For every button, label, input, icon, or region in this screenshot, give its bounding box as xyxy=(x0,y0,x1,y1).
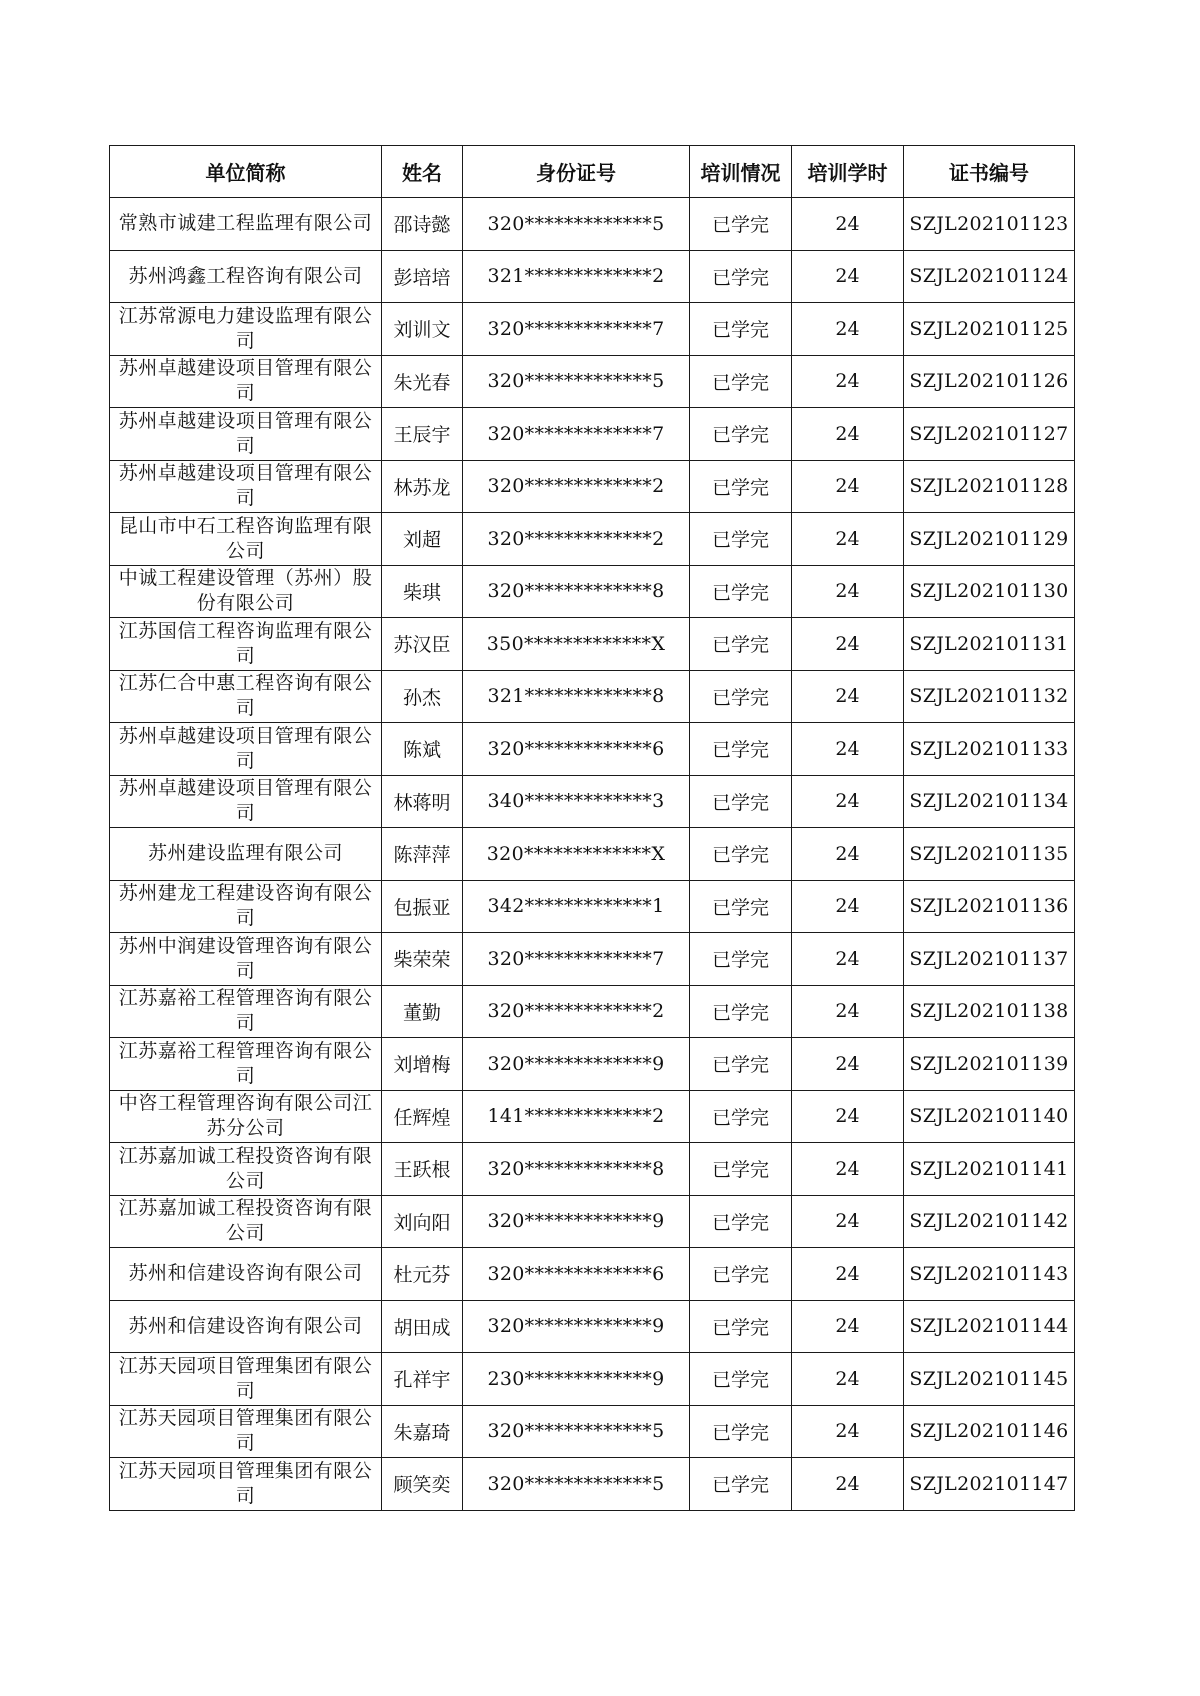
table-row xyxy=(110,670,1075,723)
cell-training-hours: 24 xyxy=(792,303,904,356)
cell-certificate-number: SZJL202101143 xyxy=(904,1248,1075,1301)
cell-name: 林苏龙 xyxy=(382,460,463,513)
table-row xyxy=(110,828,1075,881)
cell-training-status: 已学完 xyxy=(690,1143,792,1196)
cell-training-hours: 24 xyxy=(792,1405,904,1458)
cell-certificate-number: SZJL202101140 xyxy=(904,1090,1075,1143)
table-row xyxy=(110,1353,1075,1406)
cell-unit: 江苏嘉裕工程管理咨询有限公司 xyxy=(110,985,382,1038)
cell-name: 刘超 xyxy=(382,513,463,566)
cell-certificate-number: SZJL202101145 xyxy=(904,1353,1075,1406)
cell-training-hours: 24 xyxy=(792,1143,904,1196)
cell-unit: 苏州卓越建设项目管理有限公司 xyxy=(110,408,382,461)
cell-unit: 苏州建龙工程建设咨询有限公司 xyxy=(110,880,382,933)
cell-id-number: 320*************5 xyxy=(463,1405,690,1458)
cell-training-hours: 24 xyxy=(792,1300,904,1353)
cell-id-number: 320*************7 xyxy=(463,408,690,461)
cell-training-status: 已学完 xyxy=(690,1458,792,1511)
cell-training-status: 已学完 xyxy=(690,1248,792,1301)
cell-id-number: 320*************X xyxy=(463,828,690,881)
cell-id-number: 320*************2 xyxy=(463,460,690,513)
cell-certificate-number: SZJL202101146 xyxy=(904,1405,1075,1458)
cell-unit: 苏州卓越建设项目管理有限公司 xyxy=(110,460,382,513)
cell-name: 顾笑奕 xyxy=(382,1458,463,1511)
cell-name: 刘训文 xyxy=(382,303,463,356)
cell-id-number: 320*************9 xyxy=(463,1038,690,1091)
cell-training-hours: 24 xyxy=(792,198,904,251)
cell-training-hours: 24 xyxy=(792,250,904,303)
cell-unit: 苏州鸿鑫工程咨询有限公司 xyxy=(110,250,382,303)
cell-certificate-number: SZJL202101144 xyxy=(904,1300,1075,1353)
cell-unit: 苏州中润建设管理咨询有限公司 xyxy=(110,933,382,986)
cell-unit: 江苏仁合中惠工程咨询有限公司 xyxy=(110,670,382,723)
cell-training-hours: 24 xyxy=(792,723,904,776)
cell-training-status: 已学完 xyxy=(690,828,792,881)
cell-certificate-number: SZJL202101133 xyxy=(904,723,1075,776)
cell-name: 孙杰 xyxy=(382,670,463,723)
cell-certificate-number: SZJL202101123 xyxy=(904,198,1075,251)
cell-training-status: 已学完 xyxy=(690,460,792,513)
cell-unit: 江苏常源电力建设监理有限公司 xyxy=(110,303,382,356)
cell-name: 董勤 xyxy=(382,985,463,1038)
cell-training-hours: 24 xyxy=(792,1458,904,1511)
cell-training-status: 已学完 xyxy=(690,303,792,356)
cell-unit: 昆山市中石工程咨询监理有限公司 xyxy=(110,513,382,566)
cell-training-status: 已学完 xyxy=(690,565,792,618)
table-row xyxy=(110,723,1075,776)
table-row xyxy=(110,303,1075,356)
header-unit: 单位简称 xyxy=(110,146,382,198)
cell-training-status: 已学完 xyxy=(690,933,792,986)
cell-certificate-number: SZJL202101126 xyxy=(904,355,1075,408)
cell-certificate-number: SZJL202101128 xyxy=(904,460,1075,513)
cell-name: 苏汉臣 xyxy=(382,618,463,671)
cell-unit: 常熟市诚建工程监理有限公司 xyxy=(110,198,382,251)
cell-name: 柴琪 xyxy=(382,565,463,618)
table-row xyxy=(110,250,1075,303)
cell-unit: 苏州卓越建设项目管理有限公司 xyxy=(110,775,382,828)
cell-certificate-number: SZJL202101130 xyxy=(904,565,1075,618)
cell-certificate-number: SZJL202101136 xyxy=(904,880,1075,933)
cell-name: 孔祥宇 xyxy=(382,1353,463,1406)
cell-certificate-number: SZJL202101138 xyxy=(904,985,1075,1038)
cell-training-status: 已学完 xyxy=(690,670,792,723)
cell-id-number: 321*************2 xyxy=(463,250,690,303)
cell-certificate-number: SZJL202101131 xyxy=(904,618,1075,671)
cell-training-status: 已学完 xyxy=(690,1300,792,1353)
cell-unit: 江苏天园项目管理集团有限公司 xyxy=(110,1353,382,1406)
cell-training-hours: 24 xyxy=(792,985,904,1038)
table-row xyxy=(110,1090,1075,1143)
cell-unit: 江苏天园项目管理集团有限公司 xyxy=(110,1405,382,1458)
cell-training-hours: 24 xyxy=(792,670,904,723)
cell-training-status: 已学完 xyxy=(690,775,792,828)
cell-unit: 江苏嘉加诚工程投资咨询有限公司 xyxy=(110,1195,382,1248)
cell-id-number: 320*************8 xyxy=(463,1143,690,1196)
cell-unit: 苏州卓越建设项目管理有限公司 xyxy=(110,723,382,776)
cell-name: 刘向阳 xyxy=(382,1195,463,1248)
cell-name: 包振亚 xyxy=(382,880,463,933)
cell-name: 邵诗懿 xyxy=(382,198,463,251)
cell-unit: 苏州卓越建设项目管理有限公司 xyxy=(110,355,382,408)
cell-id-number: 320*************7 xyxy=(463,303,690,356)
table-row xyxy=(110,1195,1075,1248)
table-row xyxy=(110,1300,1075,1353)
cell-training-hours: 24 xyxy=(792,1038,904,1091)
cell-certificate-number: SZJL202101142 xyxy=(904,1195,1075,1248)
cell-training-hours: 24 xyxy=(792,1248,904,1301)
table-row xyxy=(110,1248,1075,1301)
cell-certificate-number: SZJL202101134 xyxy=(904,775,1075,828)
cell-id-number: 321*************8 xyxy=(463,670,690,723)
cell-training-status: 已学完 xyxy=(690,1090,792,1143)
cell-training-status: 已学完 xyxy=(690,408,792,461)
cell-unit: 苏州和信建设咨询有限公司 xyxy=(110,1300,382,1353)
cell-id-number: 340*************3 xyxy=(463,775,690,828)
cell-training-hours: 24 xyxy=(792,408,904,461)
cell-training-status: 已学完 xyxy=(690,355,792,408)
cell-training-status: 已学完 xyxy=(690,985,792,1038)
cell-id-number: 320*************8 xyxy=(463,565,690,618)
cell-training-status: 已学完 xyxy=(690,618,792,671)
cell-id-number: 320*************6 xyxy=(463,1248,690,1301)
cell-training-status: 已学完 xyxy=(690,250,792,303)
table-row xyxy=(110,985,1075,1038)
cell-training-hours: 24 xyxy=(792,355,904,408)
cell-id-number: 230*************9 xyxy=(463,1353,690,1406)
cell-unit: 苏州建设监理有限公司 xyxy=(110,828,382,881)
cell-name: 王辰宇 xyxy=(382,408,463,461)
table-row xyxy=(110,198,1075,251)
cell-id-number: 320*************9 xyxy=(463,1195,690,1248)
cell-training-hours: 24 xyxy=(792,933,904,986)
cell-certificate-number: SZJL202101137 xyxy=(904,933,1075,986)
cell-training-hours: 24 xyxy=(792,513,904,566)
cell-training-status: 已学完 xyxy=(690,1038,792,1091)
header-row xyxy=(110,146,1075,198)
cell-id-number: 320*************5 xyxy=(463,198,690,251)
cell-name: 陈萍萍 xyxy=(382,828,463,881)
cell-id-number: 320*************7 xyxy=(463,933,690,986)
cell-training-hours: 24 xyxy=(792,880,904,933)
training-roster-table xyxy=(109,145,1075,1511)
cell-training-status: 已学完 xyxy=(690,1353,792,1406)
cell-name: 刘增梅 xyxy=(382,1038,463,1091)
cell-unit: 江苏天园项目管理集团有限公司 xyxy=(110,1458,382,1511)
table-row xyxy=(110,618,1075,671)
table-row xyxy=(110,880,1075,933)
cell-unit: 中诚工程建设管理（苏州）股份有限公司 xyxy=(110,565,382,618)
cell-training-status: 已学完 xyxy=(690,1195,792,1248)
cell-name: 王跃根 xyxy=(382,1143,463,1196)
table-row xyxy=(110,1038,1075,1091)
header-training-hours: 培训学时 xyxy=(792,146,904,198)
header-certificate-number: 证书编号 xyxy=(904,146,1075,198)
cell-certificate-number: SZJL202101125 xyxy=(904,303,1075,356)
table-row xyxy=(110,460,1075,513)
cell-training-hours: 24 xyxy=(792,828,904,881)
cell-training-hours: 24 xyxy=(792,1090,904,1143)
cell-training-status: 已学完 xyxy=(690,513,792,566)
cell-certificate-number: SZJL202101147 xyxy=(904,1458,1075,1511)
cell-certificate-number: SZJL202101139 xyxy=(904,1038,1075,1091)
cell-training-hours: 24 xyxy=(792,775,904,828)
cell-certificate-number: SZJL202101127 xyxy=(904,408,1075,461)
cell-certificate-number: SZJL202101141 xyxy=(904,1143,1075,1196)
table-row xyxy=(110,355,1075,408)
cell-id-number: 320*************2 xyxy=(463,985,690,1038)
cell-unit: 中咨工程管理咨询有限公司江苏分公司 xyxy=(110,1090,382,1143)
cell-id-number: 141*************2 xyxy=(463,1090,690,1143)
table-row xyxy=(110,933,1075,986)
cell-training-hours: 24 xyxy=(792,618,904,671)
cell-certificate-number: SZJL202101124 xyxy=(904,250,1075,303)
cell-name: 林蒋明 xyxy=(382,775,463,828)
table-row xyxy=(110,513,1075,566)
cell-training-hours: 24 xyxy=(792,565,904,618)
cell-id-number: 342*************1 xyxy=(463,880,690,933)
cell-training-status: 已学完 xyxy=(690,880,792,933)
cell-id-number: 320*************5 xyxy=(463,1458,690,1511)
table-row xyxy=(110,1405,1075,1458)
cell-name: 朱光春 xyxy=(382,355,463,408)
cell-id-number: 320*************6 xyxy=(463,723,690,776)
cell-unit: 江苏嘉加诚工程投资咨询有限公司 xyxy=(110,1143,382,1196)
cell-name: 任辉煌 xyxy=(382,1090,463,1143)
header-training-status: 培训情况 xyxy=(690,146,792,198)
cell-certificate-number: SZJL202101129 xyxy=(904,513,1075,566)
cell-id-number: 320*************5 xyxy=(463,355,690,408)
table-row xyxy=(110,565,1075,618)
cell-name: 胡田成 xyxy=(382,1300,463,1353)
cell-unit: 苏州和信建设咨询有限公司 xyxy=(110,1248,382,1301)
cell-training-hours: 24 xyxy=(792,460,904,513)
cell-training-status: 已学完 xyxy=(690,723,792,776)
cell-certificate-number: SZJL202101132 xyxy=(904,670,1075,723)
cell-id-number: 320*************2 xyxy=(463,513,690,566)
cell-certificate-number: SZJL202101135 xyxy=(904,828,1075,881)
cell-unit: 江苏嘉裕工程管理咨询有限公司 xyxy=(110,1038,382,1091)
cell-id-number: 350*************X xyxy=(463,618,690,671)
table-body xyxy=(110,198,1075,1511)
header-name: 姓名 xyxy=(382,146,463,198)
cell-name: 朱嘉琦 xyxy=(382,1405,463,1458)
table-row xyxy=(110,408,1075,461)
table-row xyxy=(110,1458,1075,1511)
cell-training-hours: 24 xyxy=(792,1195,904,1248)
cell-training-status: 已学完 xyxy=(690,198,792,251)
table-row xyxy=(110,1143,1075,1196)
table-row xyxy=(110,775,1075,828)
cell-unit: 江苏国信工程咨询监理有限公司 xyxy=(110,618,382,671)
cell-training-hours: 24 xyxy=(792,1353,904,1406)
cell-training-status: 已学完 xyxy=(690,1405,792,1458)
cell-name: 彭培培 xyxy=(382,250,463,303)
cell-name: 柴荣荣 xyxy=(382,933,463,986)
cell-id-number: 320*************9 xyxy=(463,1300,690,1353)
cell-name: 杜元芬 xyxy=(382,1248,463,1301)
cell-name: 陈斌 xyxy=(382,723,463,776)
header-id-number: 身份证号 xyxy=(463,146,690,198)
